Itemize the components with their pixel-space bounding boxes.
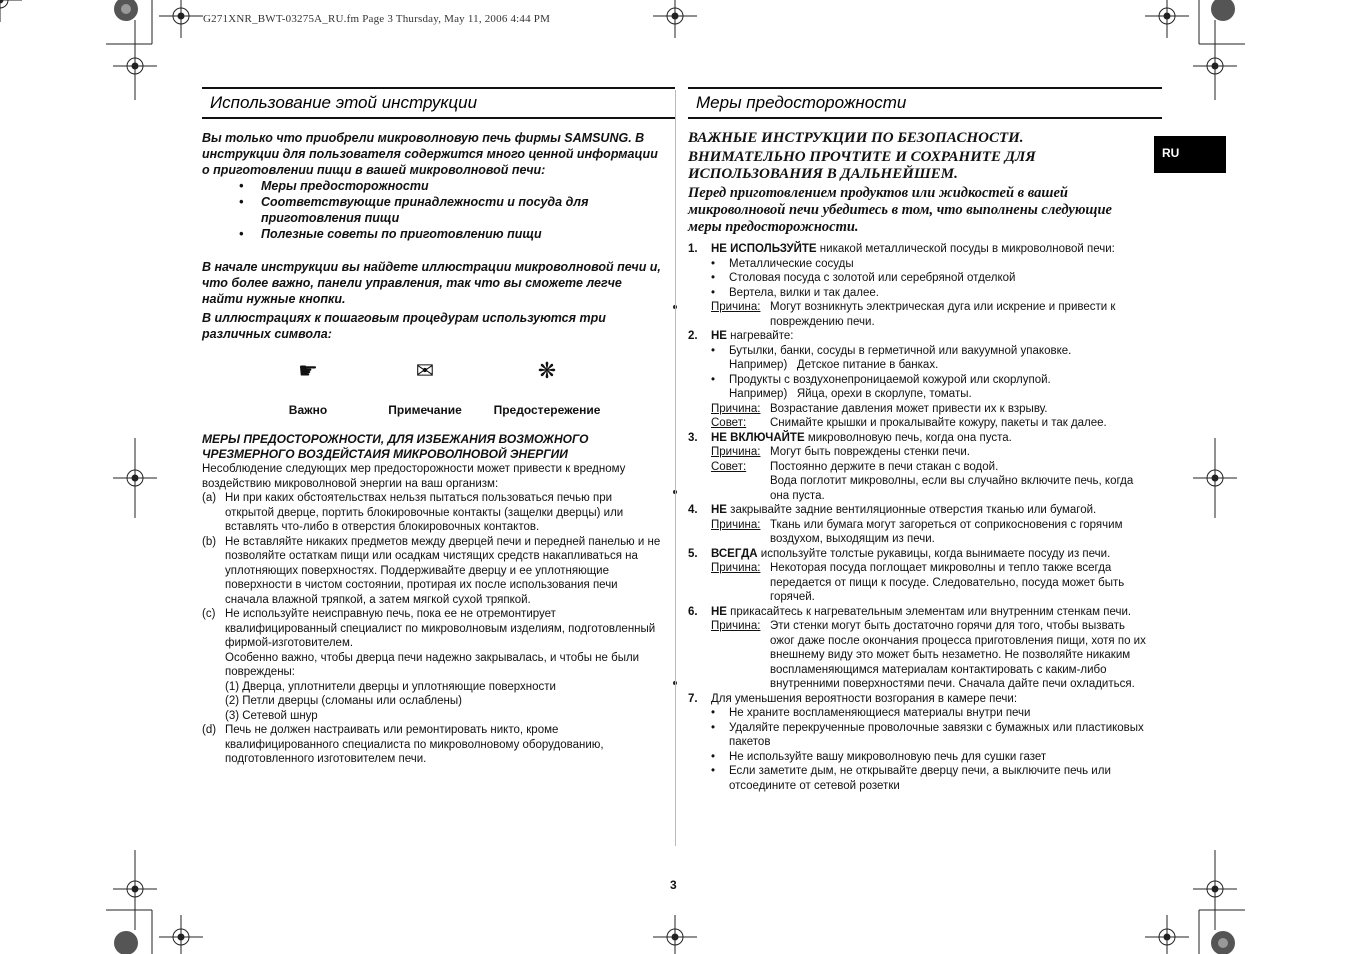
right-section-title: Меры предосторожности: [688, 87, 1162, 119]
para-text: В иллюстрациях к пошаговым процедурам используются три различных символа:: [202, 311, 606, 341]
list-item: • Полезные советы по приготовлению пищи: [202, 226, 661, 242]
heading-before: Перед приготовлением продуктов или жидкостей в вашей микроволновой печи убедитесь в том, что выполнены следующие меры предосторожности.: [688, 185, 1112, 235]
column-divider: [675, 90, 676, 846]
list-item: 6. НЕ прикасайтесь к нагревательным элементам или внутренним стенкам печи.: [688, 605, 1132, 618]
heading-read: ВНИМАТЕЛЬНО ПРОЧТИТЕ И СОХРАНИТЕ ДЛЯ ИСПОЛЬЗОВАНИЯ В ДАЛЬНЕЙШЕМ.: [688, 149, 1036, 182]
symbol-label: Примечание: [388, 403, 462, 417]
page-number: 3: [670, 878, 677, 892]
symbol-label: Предостережение: [493, 403, 601, 417]
heading-important: ВАЖНЫЕ ИНСТРУКЦИИ ПО БЕЗОПАСНОСТИ.: [688, 130, 1024, 146]
envelope-icon: ✉: [415, 358, 435, 383]
warning-heading: МЕРЫ ПРЕДОСТОРОЖНОСТИ, ДЛЯ ИЗБЕЖАНИЯ ВОЗМОЖНОГО ЧРЕЗМЕРНОГО ВОЗДЕЙСТАИЯ МИКРОВОЛНОВОЙ ЭНЕРГИИ: [202, 432, 589, 461]
list-item: • Бутылки, банки, сосуды в герметичной или вакуумной упаковке.: [688, 344, 1148, 359]
language-tab: RU: [1154, 136, 1226, 173]
list-item: (c) Не используйте неисправную печь, пока ее не отремонтирует квалифицированный специалист по микроволновым изделиям, подготовленный фирмой-изготовителем.: [202, 608, 656, 649]
reason-row: Причина: Могут быть повреждены стенки печи.: [711, 446, 970, 458]
advice-row: Совет: Постоянно держите в печи стакан с водой.: [711, 460, 999, 473]
reason-row: Причина: Ткань или бумага могут загореться от соприкосновения с горячим воздухом, выходящим из печи.: [711, 518, 1123, 545]
advice-row: Совет: Снимайте крышки и прокалывайте кожуру, пакеты и так далее.: [711, 417, 1107, 429]
list-item: (b) Не вставляйте никаких предметов между дверцей печи и передней панелью и не позволяйте остаткам пищи или осадкам чистящих средств накапливаться на уплотняющих поверхностях. Поддерживайте дверцу и ее уплотняющие поверхности в чистом состоянии, протирая их после использования печи сначала влажной тряпкой, а затем мягкой сухой тряпкой.: [202, 535, 661, 606]
file-header: G271XNR_BWT-03275A_RU.fm Page 3 Thursday, May 11, 2006 4:44 PM: [203, 13, 551, 25]
example-row: Например) Детское питание в банках.: [729, 359, 939, 371]
list-item: • Не используйте вашу микроволновую печь для сушки газет: [688, 750, 1148, 765]
advice-continued: Вода поглотит микроволны, если вы случайно включите печь, когда она пуста.: [770, 475, 1134, 502]
list-item: 5. ВСЕГДА используйте толстые рукавицы, когда вынимаете посуду из печи.: [688, 547, 1111, 560]
example-row: Например) Яйца, орехи в скорлупе, томаты.: [729, 388, 972, 400]
list-item: • Соответствующие принадлежности и посуда для приготовления пищи: [202, 194, 661, 226]
c-extra: Особенно важно, чтобы дверца печи надежно закрывалась, и чтобы не были повреждены:: [225, 651, 640, 678]
list-item: • Если заметите дым, не открывайте дверцу печи, а выключите печь или отсоедините от сетевой розетки: [688, 764, 1148, 793]
asterisk-icon: ❋: [537, 358, 557, 383]
list-item: 3. НЕ ВКЛЮЧАЙТЕ микроволновую печь, когда она пуста.: [688, 431, 1012, 444]
list-item: 1. НЕ ИСПОЛЬЗУЙТЕ никакой металлической посуды в микроволновой печи:: [688, 243, 1115, 255]
list-item: • Металлические сосуды: [688, 257, 1148, 272]
list-item: (a) Ни при каких обстоятельствах нельзя пытаться пользоваться печью при открытой дверце, портить блокировочные контакты (защелки дверцы) или вставлять что-либо в отверстия блокировочных контактов.: [202, 492, 624, 533]
reason-row: Причина: Эти стенки могут быть достаточно горячи для того, чтобы вызвать ожог даже после окончания процесса приготовления пищи, хотя по их внешнему виду это может быть незаметно. Не позволяйте никаким воспламеняющимся материалам контактировать с каким-либо внутренними поверхностями печи. Сначала дайте печи охладиться.: [711, 620, 1146, 690]
list-item: • Вертела, вилки и так далее.: [688, 286, 1148, 301]
safety-headings: [688, 130, 1148, 236]
list-item: • Меры предосторожности: [202, 178, 661, 194]
left-section-title: Использование этой инструкции: [202, 87, 675, 119]
symbol-caution: [487, 355, 607, 417]
c-list-item: (1) Дверца, уплотнители дверцы и уплотняющие поверхности: [225, 680, 556, 693]
precautions-list: [688, 242, 1148, 793]
pointing-hand-icon: ☛: [298, 358, 318, 383]
list-item: • Столовая посуда с золотой или серебряной отделкой: [688, 271, 1148, 286]
c-list-item: (3) Сетевой шнур: [225, 709, 318, 722]
reason-row: Причина: Некоторая посуда поглощает микроволны и тепло также всегда передается от пищи к посуде. Следовательно, посуда может быть горячей.: [711, 562, 1125, 603]
list-item: • Продукты с воздухонепроницаемой кожурой или скорлупой.: [688, 373, 1148, 388]
microwave-warning: [202, 432, 661, 767]
symbol-label: Важно: [288, 403, 328, 417]
list-item: • Удаляйте перекрученные проволочные завязки с бумажных или пластиковых пакетов: [688, 721, 1148, 750]
list-item: 2. НЕ нагревайте:: [688, 330, 794, 342]
list-item: • Не храните воспламеняющиеся материалы внутри печи: [688, 706, 1148, 721]
symbol-legend: [270, 355, 630, 425]
list-item: 4. НЕ закрывайте задние вентиляционные отверстия тканью или бумагой.: [688, 504, 1097, 516]
illustrations-paragraph: [202, 259, 661, 342]
reason-row: Причина: Возрастание давления может привести их к взрыву.: [711, 402, 1048, 415]
warning-intro: Несоблюдение следующих мер предосторожности может привести к вредному воздействию микроволновой энергии на ваш организм:: [202, 463, 626, 490]
list-item: (d) Печь не должен настраивать или ремонтировать никто, кроме квалифицированного специалиста по микроволновому оборудованию, подготовленного изготовителем печи.: [202, 724, 604, 765]
symbol-important: [248, 355, 368, 417]
reason-row: Причина: Могут возникнуть электрическая дуга или искрение и привести к повреждению печи.: [711, 301, 1116, 328]
list-item: 7. Для уменьшения вероятности возгорания в камере печи:: [688, 692, 1018, 705]
para-text: В начале инструкции вы найдете иллюстрации микроволновой печи и, что более важно, панели управления, так что вы сможете легче найти нужные кнопки.: [202, 260, 661, 306]
symbol-note: [365, 355, 485, 417]
c-list-item: (2) Петли дверцы (сломаны или ослаблены): [225, 695, 462, 707]
intro-paragraph: [202, 130, 661, 242]
intro-text: Вы только что приобрели микроволновую печь фирмы SAMSUNG. В инструкции для пользователя содержится много ценной информации о приготовлении пищи в вашей микроволновой печи:: [202, 131, 658, 177]
